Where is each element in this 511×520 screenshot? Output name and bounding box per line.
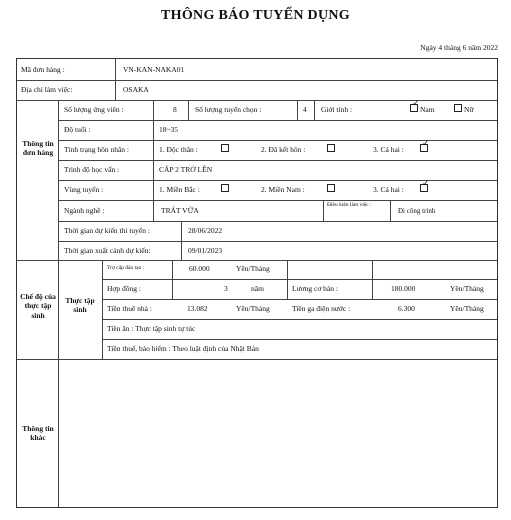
salary-label: Lương cơ bản :	[292, 284, 338, 293]
checkmark-icon: ✓	[422, 179, 430, 189]
region-label: Vùng tuyển :	[64, 185, 104, 194]
departure-date-value: 09/01/2023	[188, 246, 223, 255]
rent-value: 13.082	[187, 304, 208, 313]
gender-male-checkbox[interactable]	[410, 99, 420, 112]
region-north-checkbox[interactable]	[221, 184, 229, 192]
education-value: CẤP 2 TRỞ LÊN	[159, 165, 213, 174]
utility-unit: Yên/Tháng	[450, 304, 484, 313]
document-date: Ngày 4 tháng 6 năm 2022	[420, 43, 498, 52]
checkmark-icon: ✓	[412, 99, 420, 109]
section-other-info: Thông tin khác	[22, 424, 54, 443]
workplace-value: OSAKA	[123, 85, 149, 94]
training-allowance-label: Trợ cấp đào tạo :	[107, 265, 145, 271]
gender-male-label: Nam	[420, 105, 435, 114]
selected-count-value: 4	[303, 105, 307, 114]
region-north-label: 1. Miền Bắc :	[159, 185, 200, 194]
contract-value: 3	[224, 284, 228, 293]
contract-unit: năm	[251, 284, 264, 293]
salary-value: 180.000	[391, 284, 416, 293]
candidate-count-value: 8	[173, 105, 177, 114]
rent-unit: Yên/Tháng	[236, 304, 270, 313]
departure-date-label: Thời gian xuất cảnh dự kiến:	[64, 246, 151, 255]
contract-label: Hợp đồng :	[107, 284, 141, 293]
checkmark-icon: ✓	[422, 139, 430, 149]
marital-single-checkbox[interactable]	[221, 144, 229, 152]
utility-label: Tiền ga điện nước :	[292, 304, 351, 313]
order-code-label: Mã đơn hàng :	[21, 65, 65, 74]
exam-date-value: 28/06/2022	[188, 226, 223, 235]
exam-date-label: Thời gian dự kiến thi tuyển :	[64, 226, 150, 235]
work-condition-label: Điều kiện làm việc :	[327, 202, 372, 208]
page-title: THÔNG BÁO TUYỂN DỤNG	[161, 8, 350, 23]
candidate-count-label: Số lượng ứng viên :	[64, 105, 124, 114]
utility-value: 6.300	[398, 304, 415, 313]
gender-female-label: Nữ	[464, 105, 474, 114]
salary-unit: Yên/Tháng	[450, 284, 484, 293]
marital-single-label: 1. Độc thân :	[159, 145, 198, 154]
training-allowance-value: 60.000	[189, 264, 210, 273]
tax-info: Tiền thuế, bảo hiểm : Theo luật định của Nhật Bản	[107, 344, 259, 353]
age-value: 18~35	[159, 125, 179, 134]
trainee-label: Thực tập sinh	[65, 296, 95, 315]
age-label: Độ tuổi :	[64, 125, 91, 134]
section-benefits: Chế độ của thực tập sinh	[20, 292, 56, 320]
gender-female-checkbox[interactable]	[454, 104, 462, 112]
selected-count-label: Số lượng tuyển chọn :	[195, 105, 262, 114]
order-code-value: VN-KAN-NAKA01	[123, 65, 185, 74]
rent-label: Tiền thuê nhà :	[107, 304, 152, 313]
workplace-label: Địa chỉ làm việc:	[21, 85, 73, 94]
marital-married-label: 2. Đã kết hôn :	[261, 145, 306, 154]
work-condition-value: Đi công trình	[398, 207, 436, 215]
food-info: Tiền ăn : Thực tập sinh tự túc	[107, 324, 196, 333]
job-label: Ngành nghề :	[64, 206, 105, 215]
marital-both-label: 3. Cả hai :	[373, 145, 404, 154]
region-both-checkbox[interactable]	[420, 179, 430, 192]
marital-married-checkbox[interactable]	[327, 144, 335, 152]
recruitment-form	[16, 58, 498, 508]
education-label: Trình độ học vấn :	[64, 165, 120, 174]
marital-label: Tình trạng hôn nhân :	[64, 145, 129, 154]
region-both-label: 3. Cả hai :	[373, 185, 404, 194]
job-value: TRÁT VỮA	[161, 206, 199, 215]
marital-both-checkbox[interactable]	[420, 139, 430, 152]
gender-label: Giới tính :	[321, 105, 353, 114]
region-south-checkbox[interactable]	[327, 184, 335, 192]
region-south-label: 2. Miền Nam :	[261, 185, 305, 194]
training-allowance-unit: Yên/Tháng	[236, 264, 270, 273]
section-order-info: Thông tin đơn hàng	[22, 139, 54, 158]
